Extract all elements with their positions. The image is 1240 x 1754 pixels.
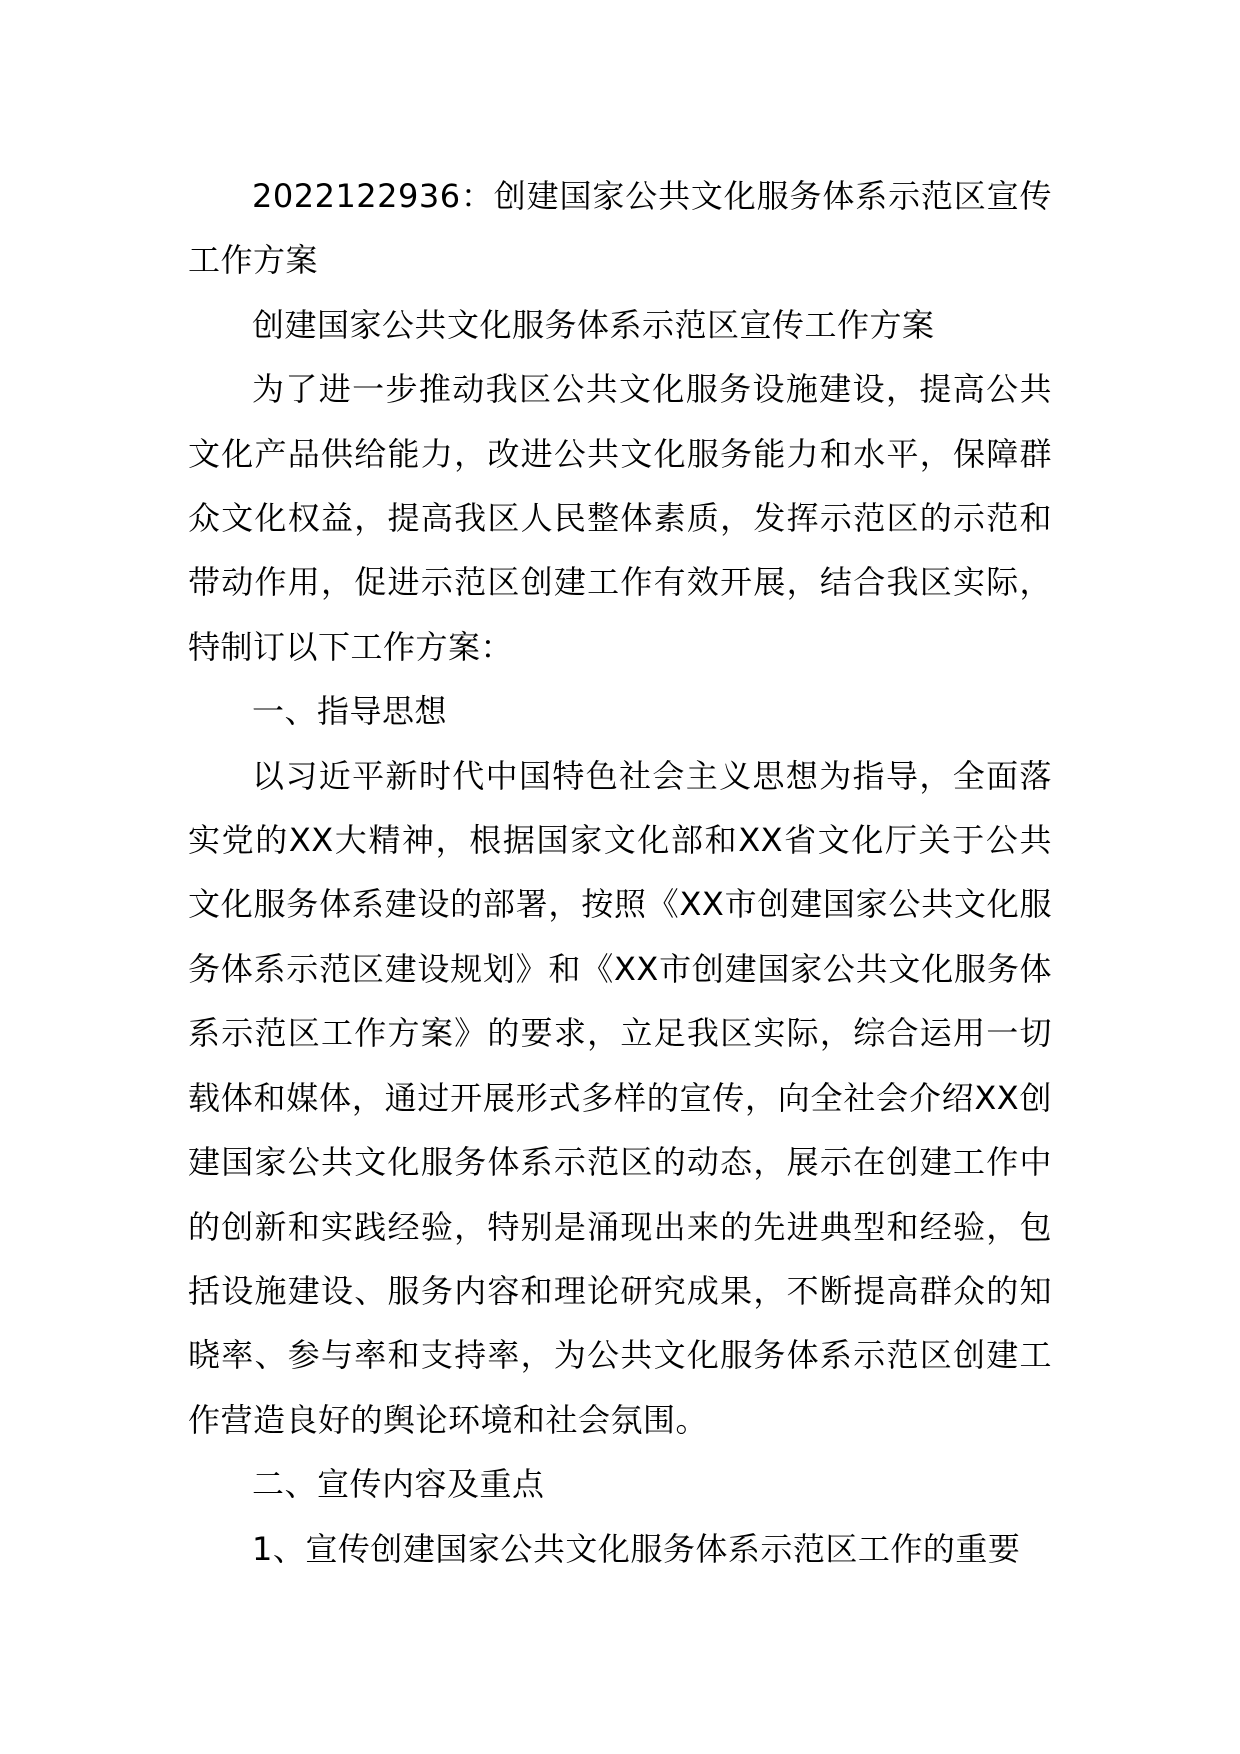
document-body (188, 164, 1052, 1581)
section-heading-content-focus: 二、宣传内容及重点 (252, 1465, 545, 1504)
document-title-line: 2022122936：创建国家公共文化服务体系示范区宣传工作方案 (188, 177, 1052, 280)
intro-paragraph: 为了进一步推动我区公共文化服务设施建设，提高公共文化产品供给能力，改进公共文化服务能力和水平，保障群众文化权益，提高我区人民整体素质，发挥示范区的示范和带动作用，促进示范区创建工作有效开展，结合我区实际，特制订以下工作方案： (188, 370, 1052, 666)
section-heading-guiding-ideology: 一、指导思想 (252, 692, 448, 731)
content-focus-item-1: 1、宣传创建国家公共文化服务体系示范区工作的重要 (252, 1529, 1021, 1568)
document-subtitle: 创建国家公共文化服务体系示范区宣传工作方案 (252, 305, 935, 344)
guiding-ideology-paragraph: 以习近平新时代中国特色社会主义思想为指导，全面落实党的XX大精神，根据国家文化部和XX省文化厅关于公共文化服务体系建设的部署，按照《XX市创建国家公共文化服务体系示范区建设规划》和《XX市创建国家公共文化服务体系示范区工作方案》的要求，立足我区实际，综合运用一切载体和媒体，通过开展形式多样的宣传，向全社会介绍XX创建国家公共文化服务体系示范区的动态，展示在创建工作中的创新和实践经验，特别是涌现出来的先进典型和经验，包括设施建设、服务内容和理论研究成果，不断提高群众的知晓率、参与率和支持率，为公共文化服务体系示范区创建工作营造良好的舆论环境和社会氛围。 (188, 756, 1052, 1439)
